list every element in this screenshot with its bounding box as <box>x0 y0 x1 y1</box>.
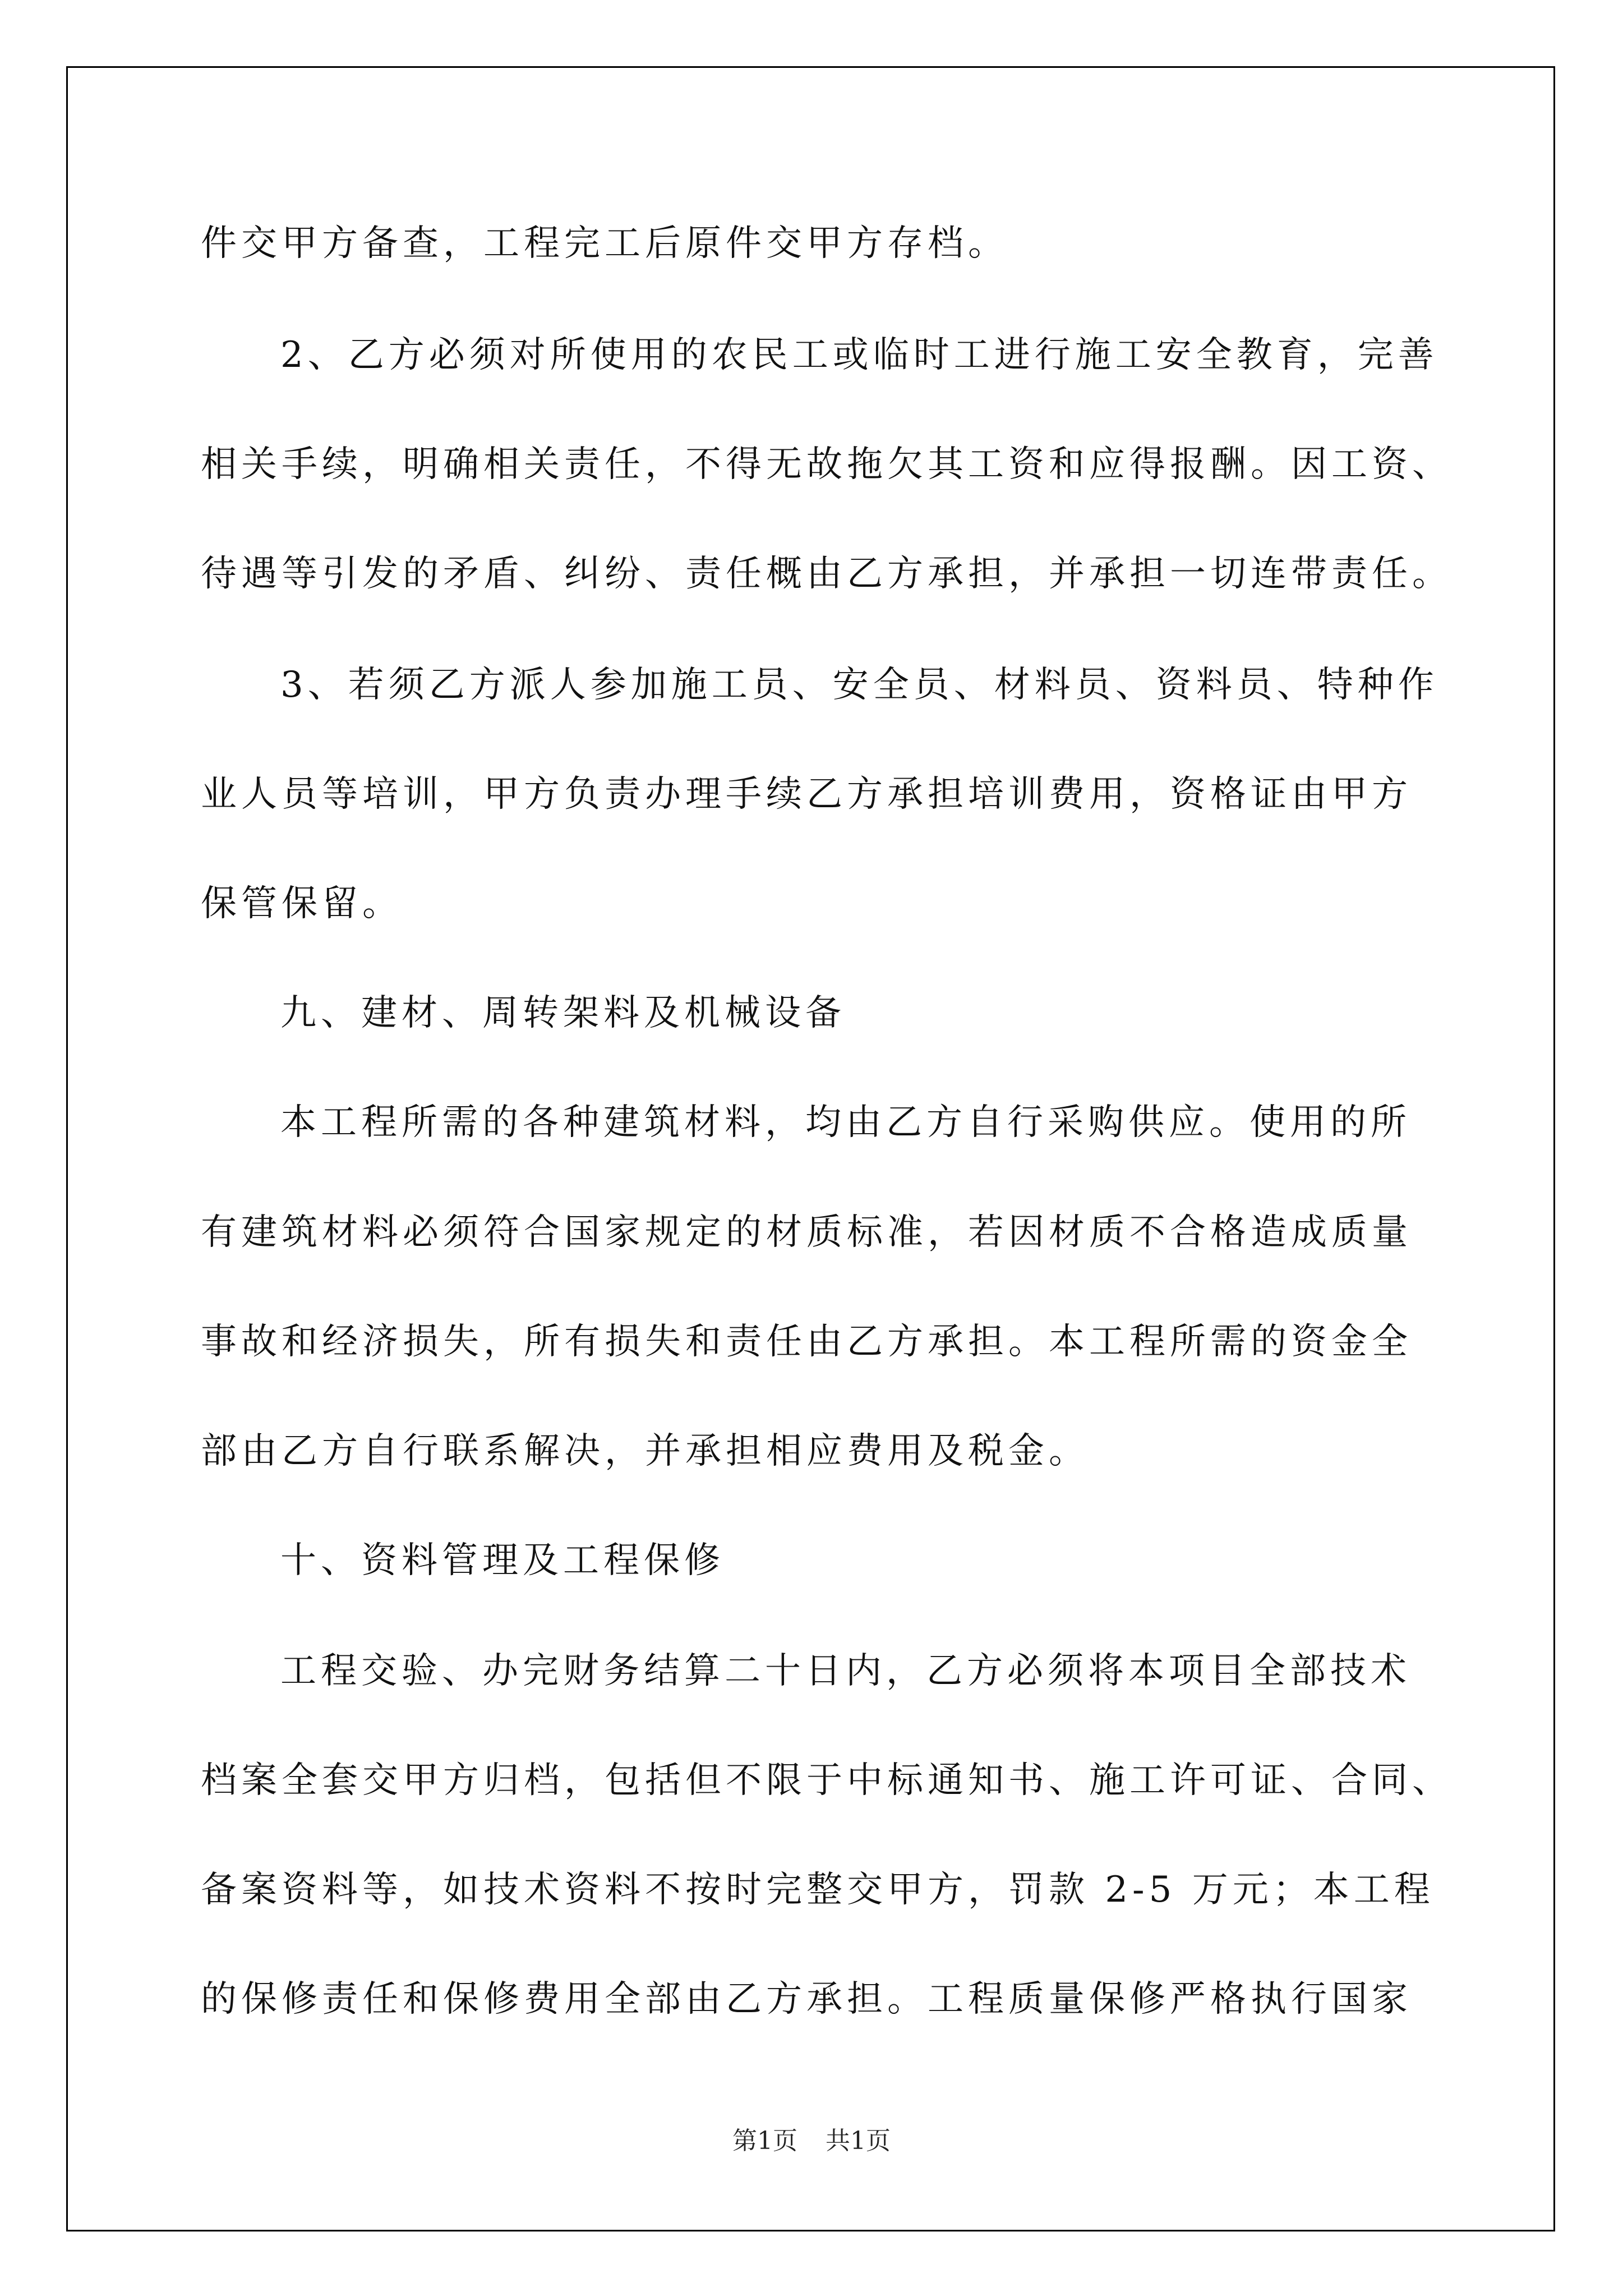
paragraph-materials-line-1: 本工程所需的各种建筑材料，均由乙方自行采购供应。使用的所 <box>280 1102 1411 1143</box>
paragraph-item-2-line-1: 2、乙方必须对所使用的农民工或临时工进行施工安全教育，完善 <box>280 334 1438 376</box>
text-line: 的保修责任和保修费用全部由乙方承担。工程质量保修严格执行国家 <box>201 1978 1412 2020</box>
text-line: 事故和经济损失，所有损失和责任由乙方承担。本工程所需的资金全 <box>201 1321 1412 1363</box>
text-line: 待遇等引发的矛盾、纠纷、责任概由乙方承担，并承担一切连带责任。 <box>201 553 1453 595</box>
text-line: 件交甲方备查，工程完工后原件交甲方存档。 <box>201 223 1008 264</box>
page-number: 第1页 <box>732 2127 797 2155</box>
page-footer <box>0 2120 1623 2156</box>
text-line: 相关手续，明确相关责任，不得无故拖欠其工资和应得报酬。因工资、 <box>201 444 1453 485</box>
text-line: 档案全套交甲方归档，包括但不限于中标通知书、施工许可证、合同、 <box>201 1760 1453 1801</box>
paragraph-item-3-line-1: 3、若须乙方派人参加施工员、安全员、材料员、资料员、特种作 <box>280 664 1438 706</box>
page-total: 共1页 <box>826 2127 891 2155</box>
section-heading-9: 九、建材、周转架料及机械设备 <box>280 992 846 1034</box>
text-line: 部由乙方自行联系解决，并承担相应费用及税金。 <box>201 1430 1089 1472</box>
text-line: 有建筑材料必须符合国家规定的材质标准，若因材质不合格造成质量 <box>201 1212 1412 1253</box>
text-line: 保管保留。 <box>201 883 403 924</box>
text-line: 备案资料等，如技术资料不按时完整交甲方，罚款 2-5 万元；本工程 <box>201 1869 1435 1911</box>
text-line: 业人员等培训，甲方负责办理手续乙方承担培训费用，资格证由甲方 <box>201 774 1412 815</box>
paragraph-archives-line-1: 工程交验、办完财务结算二十日内，乙方必须将本项目全部技术 <box>280 1650 1411 1692</box>
section-heading-10: 十、资料管理及工程保修 <box>280 1540 725 1581</box>
